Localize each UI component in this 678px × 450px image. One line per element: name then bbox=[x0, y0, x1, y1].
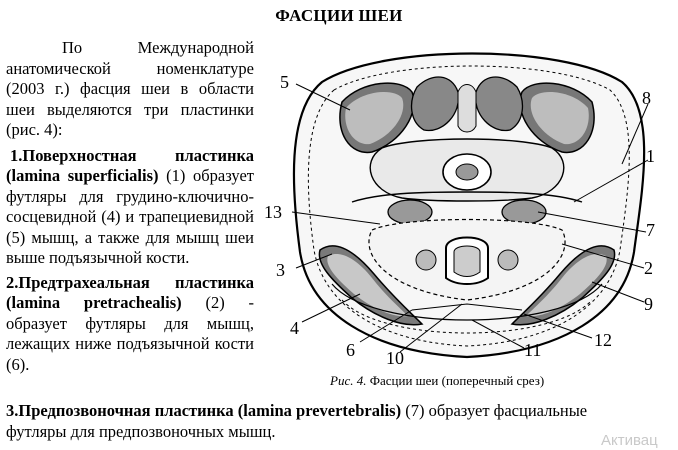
page-title: ФАСЦИИ ШЕИ bbox=[275, 6, 403, 25]
left-text-column bbox=[6, 38, 254, 375]
figure-label-9: 9 bbox=[644, 294, 653, 314]
figure-label-8: 8 bbox=[642, 88, 651, 108]
item-2-paragraph bbox=[6, 273, 254, 376]
activation-watermark: Активац bbox=[601, 432, 658, 449]
item-2-heading: 2.Предтрахеальная пластинка (lamina pretrachealis) bbox=[6, 272, 254, 312]
item-3-heading: 3.Предпозвоночная пластинка (lamina prevertebralis) bbox=[6, 401, 402, 420]
figure-caption-text: Фасции шеи (поперечный срез) bbox=[366, 373, 545, 388]
intro-paragraph: По Международной анатомической номенклатуре (2003 г.) фасция шеи в области шеи выделяются три пластинки (рис. 4): bbox=[6, 38, 254, 139]
figure-label-4: 4 bbox=[290, 318, 299, 338]
figure-caption bbox=[330, 373, 544, 389]
figure-label-12: 12 bbox=[594, 330, 612, 350]
figure-label-10: 10 bbox=[386, 348, 404, 368]
bottom-text bbox=[6, 400, 646, 442]
item-1-paragraph bbox=[6, 146, 254, 269]
figure-label-2: 2 bbox=[644, 258, 653, 278]
item-3-text: (7) образует фасциальные футляры для предпозвоночных мышц. bbox=[6, 401, 588, 441]
figure-caption-label: Рис. 4. bbox=[330, 373, 367, 388]
figure-label-13: 13 bbox=[264, 202, 282, 222]
figure-label-11: 11 bbox=[524, 340, 542, 360]
figure-label-3: 3 bbox=[276, 260, 285, 280]
neck-cross-section-figure bbox=[262, 52, 672, 382]
figure-label-1: 1 bbox=[646, 146, 655, 166]
item-2-text: (2) - образует футляры для мышц, лежащих ниже подъязычной кости (6). bbox=[6, 293, 255, 374]
item-1-text: (1) образует футляры для грудино-ключично-сосцевидной (4) и трапециевидной (5) мышц, а также для мышц шеи выше подъязычной кости. bbox=[6, 166, 254, 267]
figure-label-5: 5 bbox=[280, 72, 289, 92]
item-1-heading: 1.Поверхностная пластинка (lamina superficialis) bbox=[6, 145, 254, 185]
figure-label-7: 7 bbox=[646, 220, 655, 240]
item-3-paragraph bbox=[6, 400, 646, 442]
figure-label-6: 6 bbox=[346, 340, 355, 360]
